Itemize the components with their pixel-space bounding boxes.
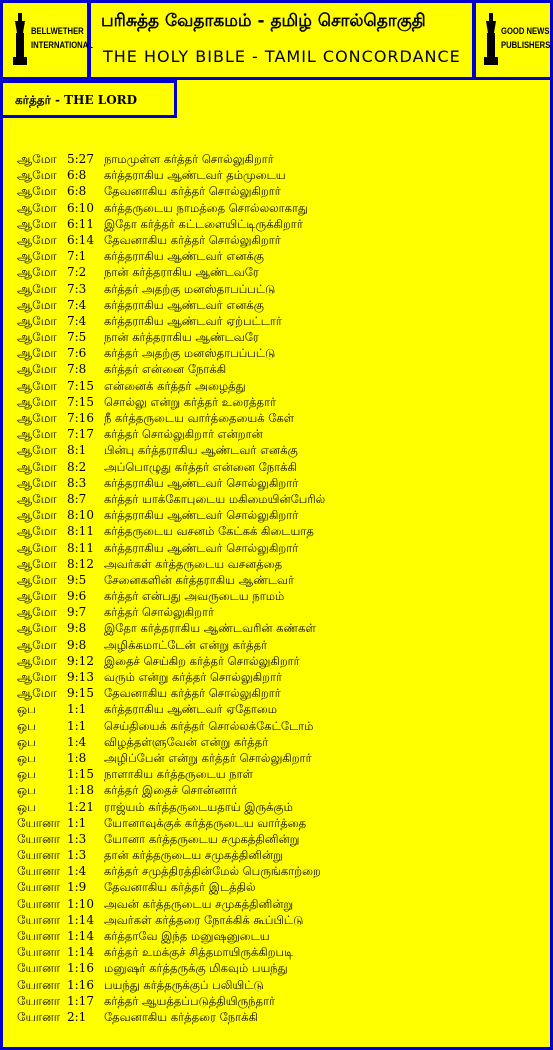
list-item [0, 701, 553, 717]
list-item [0, 361, 553, 377]
entry-book: யோனா [17, 815, 60, 830]
entry-text: கர்த்தராகிய ஆண்டவர் எனக்கு [104, 249, 264, 264]
list-item [0, 588, 553, 604]
list-item [0, 604, 553, 620]
entry-text: அவன் கர்த்தருடைய சமுகத்தினின்று [104, 896, 294, 911]
entry-text: கர்த்தராகிய ஆண்டவர் தம்முடைய [104, 168, 286, 183]
concordance-list [0, 151, 553, 1025]
entry-book: ஒப [17, 750, 36, 765]
entry-ref: 6:11 [67, 216, 94, 231]
entry-ref: 1:14 [67, 912, 94, 927]
entry-ref: 6:14 [67, 232, 94, 247]
lamp-icon [13, 13, 27, 65]
entry-text: கர்த்தராகிய ஆண்டவர் சொல்லுகிறார் [104, 508, 299, 523]
entry-ref: 9:8 [67, 637, 87, 652]
entry-text: அழிப்பேன் என்று கர்த்தர் சொல்லுகிறார் [104, 750, 312, 765]
list-item [0, 167, 553, 183]
list-item [0, 507, 553, 523]
list-item [0, 637, 553, 653]
list-item [0, 297, 553, 313]
entry-book: ஒப [17, 783, 36, 798]
entry-book: யோனா [17, 993, 60, 1008]
entry-book: ஆமோ [17, 281, 57, 296]
entry-ref: 9:13 [67, 670, 94, 684]
entry-book: ஆமோ [17, 475, 57, 490]
entry-ref: 6:8 [67, 184, 87, 199]
list-item [0, 831, 553, 847]
entry-ref: 8:11 [67, 540, 94, 555]
entry-text: இதோ கர்த்தர் கட்டளையிட்டிருக்கிறார் [104, 216, 303, 231]
entry-book: யோனா [17, 880, 60, 895]
entry-text: கர்த்தர் சமுத்திரத்தின்மேல் பெருங்காற்றை [104, 864, 321, 879]
list-item [0, 264, 553, 280]
title-tamil: பரிசுத்த வேதாகமம் - தமிழ் சொல்தொகுதி [101, 11, 426, 31]
entry-text: தேவனாகிய கர்த்தர் சொல்லுகிறார் [104, 184, 281, 199]
entry-text: வரும் என்று கர்த்தர் சொல்லுகிறார் [104, 670, 282, 684]
entry-text: ராஜ்யம் கர்த்தருடையதாய் இருக்கும் [104, 799, 293, 814]
entry-book: ஒப [17, 799, 36, 814]
list-item [0, 540, 553, 556]
entry-ref: 1:3 [67, 848, 87, 863]
entry-text: நீ கர்த்தருடைய வார்த்தையைக் கேள் [104, 411, 295, 425]
entry-book: யோனா [17, 864, 60, 879]
entry-book: யோனா [17, 929, 60, 943]
entry-ref: 1:15 [67, 767, 94, 782]
entry-text: கர்த்தர் உமக்குச் சித்தமாயிருக்கிறபடி [104, 945, 294, 960]
entry-ref: 1:16 [67, 977, 94, 992]
entry-text: கர்த்தர் ஆயத்தப்படுத்தியிருந்தார் [104, 993, 276, 1008]
entry-ref: 1:8 [67, 750, 87, 765]
section-label: கர்த்தர் - THE LORD [15, 93, 138, 107]
entry-ref: 1:9 [67, 880, 87, 895]
entry-book: ஆமோ [17, 459, 57, 474]
entry-ref: 8:3 [67, 475, 87, 490]
entry-text: நான் கர்த்தராகிய ஆண்டவரே [104, 330, 259, 345]
entry-ref: 8:12 [67, 556, 94, 571]
entry-book: ஆமோ [17, 297, 57, 312]
entry-book: ஒப [17, 767, 36, 782]
entry-book: யோனா [17, 848, 60, 863]
list-item [0, 556, 553, 572]
entry-ref: 7:17 [67, 427, 94, 442]
entry-book: யோனா [17, 896, 60, 911]
right-logo-line-1: GOOD NEWS [501, 26, 550, 36]
entry-text: கர்த்தராகிய ஆண்டவர் எனக்கு [104, 297, 264, 312]
entry-text: கர்த்தர் சொல்லுகிறார் என்றான் [104, 427, 263, 442]
entry-book: ஆமோ [17, 152, 57, 166]
entry-ref: 9:5 [67, 572, 87, 587]
entry-ref: 1:10 [67, 896, 94, 911]
entry-ref: 1:3 [67, 831, 87, 846]
entry-ref: 7:15 [67, 378, 94, 393]
entry-book: ஆமோ [17, 508, 57, 523]
entry-text: கர்த்தர் யாக்கோபுடைய மகிமையின்பேரில் [104, 491, 326, 506]
left-logo-line-1: BELLWETHER [31, 26, 84, 36]
entry-text: செய்தியைக் கர்த்தர் சொல்லக்கேட்டோம் [104, 718, 314, 733]
entry-book: ஆமோ [17, 265, 57, 280]
entry-book: ஆமோ [17, 605, 57, 620]
entry-text: அவர்கள் கர்த்தருடைய வசனத்தை [104, 556, 283, 571]
entry-ref: 8:7 [67, 491, 87, 506]
right-logo-line-2: PUBLISHERS [501, 40, 551, 50]
entry-book: ஆமோ [17, 686, 57, 701]
list-item [0, 993, 553, 1009]
list-item [0, 766, 553, 782]
entry-book: யோனா [17, 912, 60, 927]
list-item [0, 475, 553, 491]
entry-ref: 1:16 [67, 961, 94, 976]
entry-text: தான் கர்த்தருடைய சமுகத்தினின்று [104, 848, 283, 863]
entry-book: ஆமோ [17, 200, 57, 215]
entry-ref: 8:11 [67, 524, 94, 539]
entry-ref: 8:1 [67, 443, 87, 458]
list-item [0, 183, 553, 199]
entry-text: மனுஷர் கர்த்தருக்கு மிகவும் பயந்து [104, 961, 288, 976]
list-item [0, 523, 553, 539]
entry-book: யோனா [17, 831, 60, 846]
list-item [0, 151, 553, 167]
entry-ref: 7:4 [67, 313, 87, 328]
list-item [0, 685, 553, 701]
entry-text: நாளாகிய கர்த்தருடைய நாள் [104, 767, 254, 782]
list-item [0, 345, 553, 361]
entry-text: அப்பொழுது கர்த்தர் என்னை நோக்கி [104, 459, 297, 474]
entry-book: ஆமோ [17, 184, 57, 199]
list-item [0, 313, 553, 329]
entry-text: தேவனாகிய கர்த்தர் இடத்தில் [104, 880, 256, 895]
list-item [0, 232, 553, 248]
entry-text: கர்த்தாவே இந்த மனுஷனுடைய [104, 929, 270, 943]
entry-book: ஆமோ [17, 411, 57, 425]
entry-ref: 9:8 [67, 621, 87, 636]
entry-text: பயந்து கர்த்தருக்குப் பலியிட்டு [104, 977, 264, 992]
entry-book: ஆமோ [17, 540, 57, 555]
entry-ref: 7:16 [67, 411, 94, 425]
list-item [0, 782, 553, 798]
entry-book: யோனா [17, 977, 60, 992]
entry-ref: 9:12 [67, 653, 94, 668]
entry-text: நாமமுள்ள கர்த்தர் சொல்லுகிறார் [104, 152, 274, 166]
list-item [0, 944, 553, 960]
entry-ref: 7:3 [67, 281, 87, 296]
list-item [0, 879, 553, 895]
entry-text: கர்த்தராகிய ஆண்டவர் சொல்லுகிறார் [104, 540, 299, 555]
entry-ref: 9:7 [67, 605, 87, 620]
entry-text: கர்த்தர் சொல்லுகிறார் [104, 605, 214, 620]
entry-book: ஆமோ [17, 670, 57, 684]
entry-text: என்னைக் கர்த்தர் அழைத்து [104, 378, 246, 393]
entry-book: ஆமோ [17, 346, 57, 361]
entry-text: கர்த்தராகிய ஆண்டவர் ஏற்பட்டார் [104, 313, 282, 328]
entry-book: ஆமோ [17, 621, 57, 636]
list-item [0, 847, 553, 863]
left-logo-line-2: INTERNATIONAL [31, 40, 93, 50]
entry-ref: 9:15 [67, 686, 94, 701]
entry-book: ஆமோ [17, 572, 57, 587]
entry-book: ஆமோ [17, 394, 57, 409]
list-item [0, 410, 553, 426]
entry-book: ஆமோ [17, 216, 57, 231]
list-item [0, 1009, 553, 1025]
entry-book: ஆமோ [17, 524, 57, 539]
list-item [0, 669, 553, 685]
entry-ref: 9:6 [67, 589, 87, 604]
entry-ref: 1:14 [67, 929, 94, 943]
entry-ref: 7:4 [67, 297, 87, 312]
list-item [0, 378, 553, 394]
section-heading [0, 80, 177, 118]
entry-text: தேவனாகிய கர்த்தரை நோக்கி [104, 1009, 258, 1024]
entry-ref: 8:10 [67, 508, 94, 523]
entry-text: நான் கர்த்தராகிய ஆண்டவரே [104, 265, 259, 280]
entry-ref: 6:10 [67, 200, 94, 215]
list-item [0, 653, 553, 669]
list-item [0, 928, 553, 944]
entry-book: ஒப [17, 718, 36, 733]
entry-text: யோனா கர்த்தருடைய சமுகத்தினின்று [104, 831, 300, 846]
entry-text: தேவனாகிய கர்த்தர் சொல்லுகிறார் [104, 232, 281, 247]
entry-book: ஆமோ [17, 443, 57, 458]
entry-ref: 1:21 [67, 799, 94, 814]
entry-ref: 7:1 [67, 249, 87, 264]
list-item [0, 815, 553, 831]
entry-ref: 1:1 [67, 702, 87, 717]
list-item [0, 960, 553, 976]
entry-text: சொல்லு என்று கர்த்தர் உரைத்தார் [104, 394, 277, 409]
list-item [0, 572, 553, 588]
title-box [88, 0, 475, 80]
entry-book: ஆமோ [17, 362, 57, 377]
entry-ref: 1:1 [67, 718, 87, 733]
list-item [0, 459, 553, 475]
entry-text: கர்த்தர் என்பது அவருடைய நாமம் [104, 589, 285, 604]
list-item [0, 426, 553, 442]
header [0, 0, 553, 80]
entry-text: கர்த்தர் அதற்கு மனஸ்தாபப்பட்டு [104, 281, 276, 296]
entry-ref: 7:15 [67, 394, 94, 409]
list-item [0, 977, 553, 993]
entry-ref: 7:6 [67, 346, 87, 361]
entry-text: விழத்தள்ளுவேன் என்று கர்த்தர் [104, 734, 269, 749]
entry-book: யோனா [17, 961, 60, 976]
entry-text: யோனாவுக்குக் கர்த்தருடைய வார்த்தை [104, 815, 307, 830]
entry-book: யோனா [17, 945, 60, 960]
entry-text: பின்பு கர்த்தராகிய ஆண்டவர் எனக்கு [104, 443, 298, 458]
entry-ref: 7:8 [67, 362, 87, 377]
entry-book: ஆமோ [17, 330, 57, 345]
entry-book: ஆமோ [17, 491, 57, 506]
entry-book: ஆமோ [17, 589, 57, 604]
entry-text: அவர்கள் கர்த்தரை நோக்கிக் கூப்பிட்டு [104, 912, 304, 927]
list-item [0, 912, 553, 928]
entry-text: சேனைகளின் கர்த்தராகிய ஆண்டவர் [104, 572, 295, 587]
entry-ref: 1:1 [67, 815, 87, 830]
list-item [0, 442, 553, 458]
entry-text: கர்த்தருடைய வசனம் கேட்கக் கிடையாத [104, 524, 314, 539]
entry-ref: 1:4 [67, 734, 87, 749]
list-item [0, 200, 553, 216]
entry-text: கர்த்தராகிய ஆண்டவர் ஏதோமை [104, 702, 277, 717]
list-item [0, 896, 553, 912]
entry-book: ஆமோ [17, 637, 57, 652]
entry-book: ஆமோ [17, 249, 57, 264]
list-item [0, 750, 553, 766]
entry-ref: 8:2 [67, 459, 87, 474]
entry-text: அழிக்கமாட்டேன் என்று கர்த்தர் [104, 637, 268, 652]
entry-ref: 1:18 [67, 783, 94, 798]
list-item [0, 620, 553, 636]
entry-ref: 5:27 [67, 152, 94, 166]
entry-book: ஆமோ [17, 556, 57, 571]
entry-ref: 1:17 [67, 993, 94, 1008]
list-item [0, 491, 553, 507]
entry-book: ஆமோ [17, 232, 57, 247]
list-item [0, 216, 553, 232]
entry-text: கர்த்தர் அதற்கு மனஸ்தாபப்பட்டு [104, 346, 276, 361]
entry-book: யோனா [17, 1009, 60, 1024]
entry-book: ஆமோ [17, 378, 57, 393]
entry-book: ஒப [17, 702, 36, 717]
entry-ref: 7:2 [67, 265, 87, 280]
list-item [0, 329, 553, 345]
entry-text: தேவனாகிய கர்த்தர் சொல்லுகிறார் [104, 686, 281, 701]
lamp-icon [484, 13, 498, 65]
entry-ref: 1:4 [67, 864, 87, 879]
list-item [0, 734, 553, 750]
entry-ref: 1:14 [67, 945, 94, 960]
list-item [0, 863, 553, 879]
entry-book: ஆமோ [17, 313, 57, 328]
list-item [0, 394, 553, 410]
list-item [0, 718, 553, 734]
title-english: THE HOLY BIBLE - TAMIL CONCORDANCE [103, 47, 461, 66]
bellwether-logo [0, 0, 93, 80]
entry-ref: 7:5 [67, 330, 87, 345]
entry-book: ஆமோ [17, 168, 57, 183]
entry-text: கர்த்தர் என்னை நோக்கி [104, 362, 227, 377]
entry-text: இதைச் செய்கிற கர்த்தர் சொல்லுகிறார் [104, 653, 300, 668]
list-item [0, 281, 553, 297]
list-item [0, 799, 553, 815]
entry-text: இதோ கர்த்தராகிய ஆண்டவரின் கண்கள் [104, 621, 316, 636]
entry-ref: 2:1 [67, 1009, 87, 1024]
entry-text: கர்த்தர் இதைச் சொன்னார் [104, 783, 238, 798]
entry-text: கர்த்தராகிய ஆண்டவர் சொல்லுகிறார் [104, 475, 299, 490]
good-news-logo [473, 0, 553, 80]
entry-book: ஒப [17, 734, 36, 749]
list-item [0, 248, 553, 264]
entry-book: ஆமோ [17, 427, 57, 442]
entry-book: ஆமோ [17, 653, 57, 668]
entry-ref: 6:8 [67, 168, 87, 183]
entry-text: கர்த்தருடைய நாமத்தை சொல்லலாகாது [104, 200, 309, 215]
